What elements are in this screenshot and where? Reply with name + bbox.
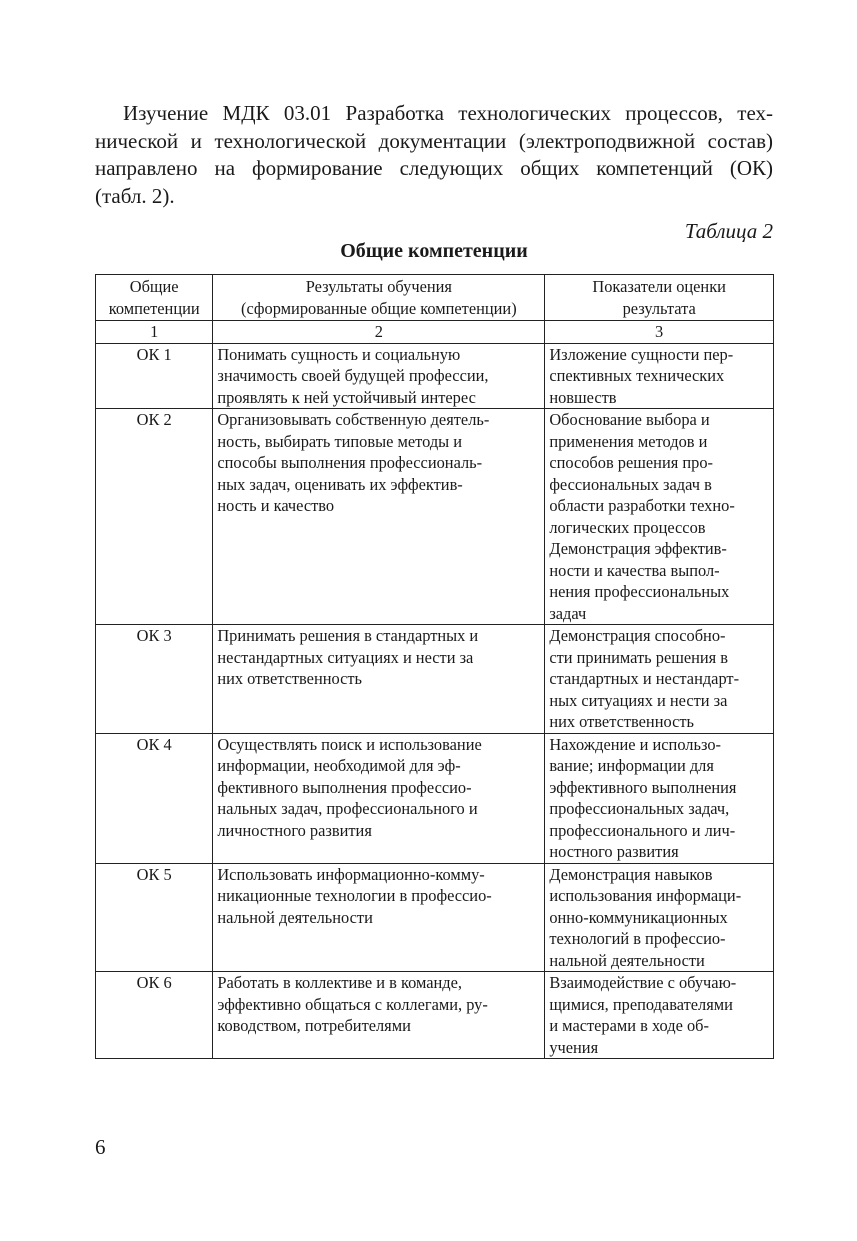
cell-line: Изложение сущности пер- xyxy=(549,344,734,364)
cell-line: нестандартных ситуациях и нести за xyxy=(217,647,474,667)
evaluation-indicators-cell xyxy=(545,863,774,972)
learning-results-cell xyxy=(213,343,545,409)
cell-line: области разработки техно- xyxy=(549,496,735,515)
cell-line: применения методов и xyxy=(549,431,708,451)
cell-line: вание; информации для xyxy=(549,756,714,775)
cell-line: фессиональных задач в xyxy=(549,474,712,494)
cell-line: них ответственность xyxy=(549,712,694,731)
intro-line: (табл. 2). xyxy=(95,183,175,208)
table-title: Общие компетенции xyxy=(340,240,528,262)
cell-line: профессиональных задач, xyxy=(549,799,730,818)
header-cell-competencies xyxy=(96,275,213,321)
cell-line: новшеств xyxy=(549,387,617,407)
cell-line: фективного выполнения профессио- xyxy=(217,777,472,797)
cell-line: онно-коммуникационных xyxy=(549,907,728,927)
cell-line: нальных задач, профессионального и xyxy=(217,799,478,818)
header-line: Результаты обучения xyxy=(305,277,452,296)
table-row xyxy=(96,863,774,972)
cell-line: ных задач, оценивать их эффектив- xyxy=(217,474,463,494)
learning-results-cell xyxy=(213,972,545,1059)
learning-results-cell xyxy=(213,863,545,972)
cell-line: учения xyxy=(549,1037,599,1057)
cell-line: эффективно общаться с коллегами, ру- xyxy=(217,994,488,1014)
intro-line: нической и технологической документации (электроподвижной состав) xyxy=(95,128,773,153)
cell-line: использования информаци- xyxy=(549,886,742,905)
competency-code: ОК 1 xyxy=(96,343,213,409)
intro-paragraph xyxy=(95,100,773,210)
cell-line: Осуществлять поиск и использование xyxy=(217,734,482,754)
cell-line: Принимать решения в стандартных и xyxy=(217,626,479,645)
cell-line: ководством, потребителями xyxy=(217,1016,411,1035)
competency-code: ОК 3 xyxy=(96,625,213,734)
header-cell-results xyxy=(213,275,545,321)
table-body xyxy=(96,343,774,1059)
cell-line: способы выполнения профессиональ- xyxy=(217,453,483,472)
cell-line: Взаимодействие с обучаю- xyxy=(549,973,737,992)
cell-line: Организовывать собственную деятель- xyxy=(217,410,490,429)
cell-line: и мастерами в ходе об- xyxy=(549,1016,709,1035)
cell-line: эффективного выполнения xyxy=(549,777,737,797)
learning-results-cell xyxy=(213,625,545,734)
cell-line: нения профессиональных xyxy=(549,582,730,601)
cell-line: ности и качества выпол- xyxy=(549,560,720,580)
column-number: 3 xyxy=(545,321,774,344)
competencies-table xyxy=(95,274,774,1059)
cell-line: сти принимать решения в xyxy=(549,647,729,667)
evaluation-indicators-cell xyxy=(545,733,774,863)
cell-line: Понимать сущность и социальную xyxy=(217,344,461,364)
table-row xyxy=(96,733,774,863)
cell-line: ностного развития xyxy=(549,842,679,861)
competency-code: ОК 6 xyxy=(96,972,213,1059)
competency-code: ОК 5 xyxy=(96,863,213,972)
cell-line: задач xyxy=(549,603,587,623)
intro-line: направлено на формирование следующих общих компетенций (ОК) xyxy=(95,156,773,180)
evaluation-indicators-cell xyxy=(545,625,774,734)
cell-line: Использовать информационно-комму- xyxy=(217,864,485,884)
cell-line: ность и качество xyxy=(217,496,335,515)
evaluation-indicators-cell xyxy=(545,343,774,409)
header-line: компетенции xyxy=(108,298,200,318)
learning-results-cell xyxy=(213,409,545,625)
cell-line: них ответственность xyxy=(217,669,363,688)
evaluation-indicators-cell xyxy=(545,972,774,1059)
cell-line: нальной деятельности xyxy=(217,907,373,927)
cell-line: щимися, преподавателями xyxy=(549,994,733,1014)
cell-line: технологий в профессио- xyxy=(549,929,726,948)
header-line: результата xyxy=(622,298,696,318)
cell-line: стандартных и нестандарт- xyxy=(549,669,740,688)
cell-line: способов решения про- xyxy=(549,453,713,472)
column-number: 1 xyxy=(96,321,213,344)
cell-line: Работать в коллективе и в команде, xyxy=(217,973,463,992)
cell-line: логических процессов xyxy=(549,517,706,537)
header-line: (сформированные общие компетенции) xyxy=(240,298,517,318)
competency-code: ОК 2 xyxy=(96,409,213,625)
competency-code: ОК 4 xyxy=(96,733,213,863)
cell-line: значимость своей будущей профессии, xyxy=(217,366,489,385)
cell-line: профессионального и лич- xyxy=(549,820,736,840)
column-number: 2 xyxy=(213,321,545,344)
header-cell-indicators xyxy=(545,275,774,321)
cell-line: Демонстрация эффектив- xyxy=(549,539,727,558)
table-row xyxy=(96,972,774,1059)
cell-line: ность, выбирать типовые методы и xyxy=(217,431,463,451)
cell-line: спективных технических xyxy=(549,366,725,385)
cell-line: Демонстрация навыков xyxy=(549,864,713,884)
cell-line: ных ситуациях и нести за xyxy=(549,690,728,710)
cell-line: информации, необходимой для эф- xyxy=(217,756,461,775)
cell-line: проявлять к ней устойчивый интерес xyxy=(217,387,476,407)
cell-line: Нахождение и использо- xyxy=(549,734,721,754)
intro-line: Изучение МДК 03.01 Разработка технологических процессов, тех- xyxy=(123,101,773,125)
table-row xyxy=(96,409,774,625)
column-number-row xyxy=(96,321,774,344)
table-header-row xyxy=(96,275,774,321)
header-line: Общие xyxy=(129,277,179,296)
header-line: Показатели оценки xyxy=(592,277,726,296)
table-row xyxy=(96,625,774,734)
cell-line: никационные технологии в профессио- xyxy=(217,886,492,905)
cell-line: нальной деятельности xyxy=(549,950,705,970)
table-label: Таблица 2 xyxy=(684,219,773,243)
cell-line: личностного развития xyxy=(217,820,372,840)
learning-results-cell xyxy=(213,733,545,863)
page-number: 6 xyxy=(95,1135,106,1159)
table-row xyxy=(96,343,774,409)
cell-line: Обоснование выбора и xyxy=(549,410,710,429)
evaluation-indicators-cell xyxy=(545,409,774,625)
cell-line: Демонстрация способно- xyxy=(549,626,726,645)
